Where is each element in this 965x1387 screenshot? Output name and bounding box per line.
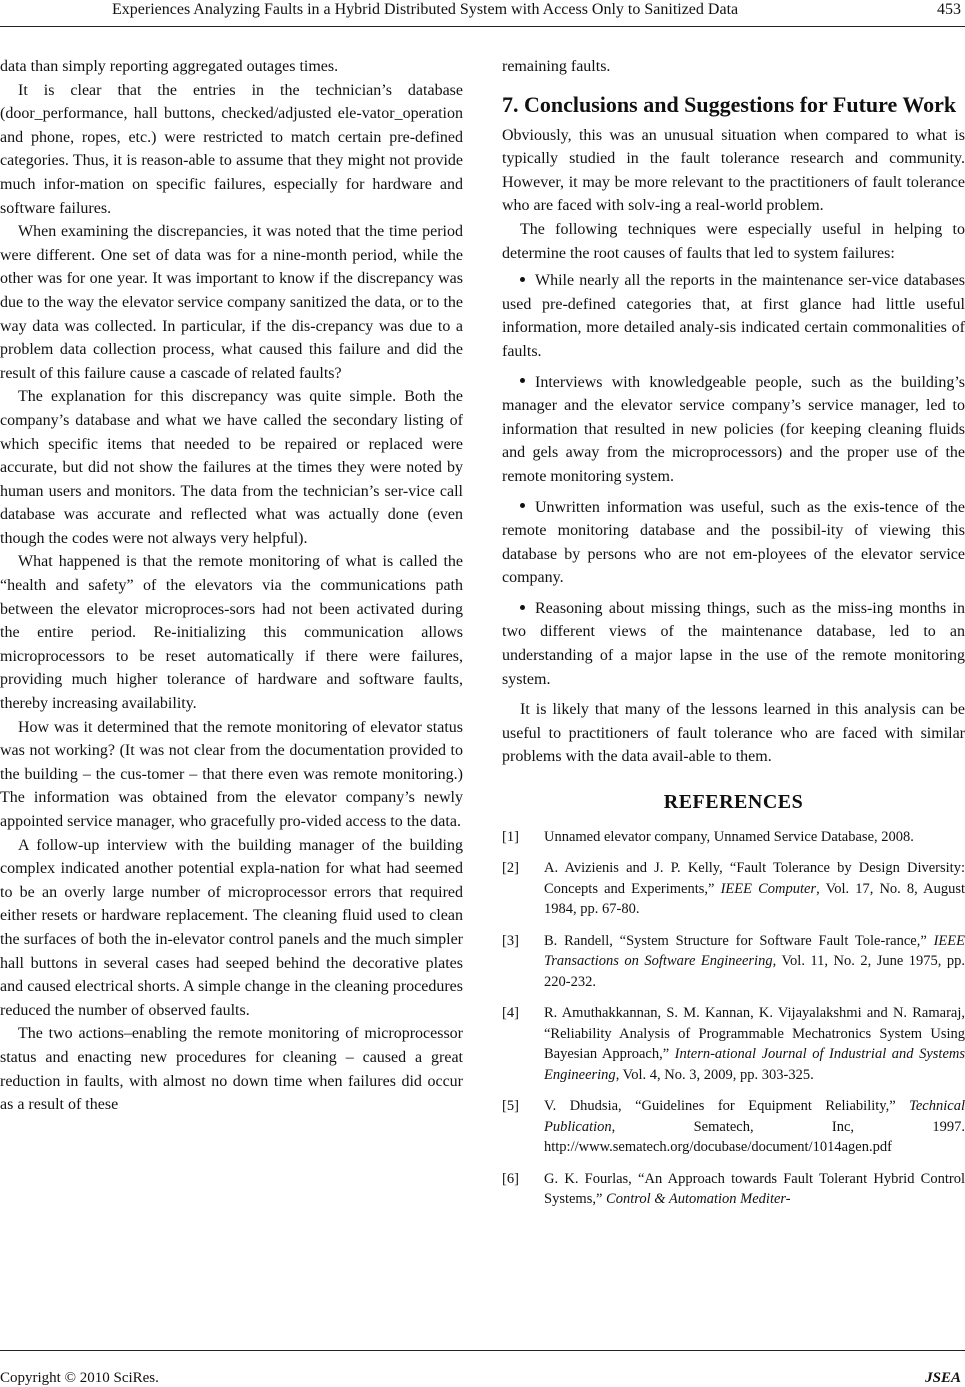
bullet-icon — [520, 605, 525, 610]
paragraph: data than simply reporting aggregated outages times. — [0, 58, 339, 75]
running-title: Experiences Analyzing Faults in a Hybrid Distributed System with Access Only to Sanitized Data — [112, 1, 739, 18]
reference-tail: , Vol. 17, No. 8, August 1984, pp. 67-80. — [544, 880, 965, 918]
reference-text: Unnamed elevator company, Unnamed Service Database, 2008. — [544, 828, 914, 845]
page-footer — [0, 1350, 965, 1386]
paragraph: It is clear that the entries in the technician’s database (door_performance, hall buttons, checked/adjusted ele-vator_operation and phone, ropes, etc.) were restricted to match certain pre-defined categories. Thus, it is reason-able to assume that they might not provide much infor-mation on specific failures, especially for hardware and software failures. — [0, 81, 463, 217]
paragraph: The two actions–enabling the remote monitoring of microprocessor status and enacting new procedures for cleaning – caused a great reduction in faults, with almost no down time when failures did occur as a result of these — [0, 1025, 463, 1114]
paragraph: It is likely that many of the lessons learned in this analysis can be useful to practitioners of fault tolerance who are faced with similar problems with the data avail-able to them. — [502, 701, 965, 766]
reference-tail: , Sematech, Inc, 1997. http://www.sematech.org/docubase/document/1014agen.pdf — [544, 1118, 965, 1156]
references-list — [502, 827, 965, 1210]
references-heading: REFERENCES — [663, 791, 804, 814]
reference-tail: , Vol. 11, No. 2, June 1975, pp. 220-232. — [544, 953, 965, 990]
journal-abbreviation: JSEA — [925, 1370, 961, 1386]
page-header — [0, 0, 965, 30]
bullet-icon — [520, 277, 525, 282]
copyright-notice: Copyright © 2010 SciRes. — [0, 1370, 159, 1386]
header-divider — [0, 26, 965, 27]
reference-number: [5] — [502, 1098, 519, 1115]
reference-text: G. K. Fourlas, “An Approach towards Fault Tolerant Hybrid Control Systems,” — [544, 1170, 965, 1208]
reference-venue: Technical Publication — [544, 1098, 965, 1135]
reference-text: R. Amuthakkannan, S. M. Kannan, K. Vijayalakshmi and N. Ramaraj, “Reliability Analysis of Programmable Mechatronics System Using Bayesian Approach,” — [544, 1005, 965, 1063]
bullet-icon — [520, 503, 525, 508]
paragraph: The following techniques were especially useful in helping to determine the root causes of faults that led to system failures: — [502, 220, 965, 262]
list-item — [502, 597, 965, 691]
paragraph: What happened is that the remote monitoring of what is called the “health and safety” of the elevators via the communications path between the elevator microproces-sors had not been activated during the entire period. Re-initializing this communication allows microprocessors to be reset automatically if there were failures, providing much higher tolerance of hardware and software faults, thereby increasing availability. — [0, 553, 463, 713]
reference-tail: , Vol. 4, No. 3, 2009, pp. 303-325. — [615, 1066, 814, 1083]
reference-item — [502, 1169, 965, 1210]
paragraph: When examining the discrepancies, it was noted that the time period were different. One set of data was for a nine-month period, while the other was for one year. It was important to know if the discrepancy was due to the way the elevator service company sanitized the data, or to the way data was collected. In particular, if the dis-crepancy was due to a problem data collection process, what caused this failure and did the result of this failure cause a cascade of related faults? — [0, 223, 463, 382]
reference-number: [3] — [502, 932, 519, 949]
reference-item — [502, 1096, 965, 1158]
page-number: 453 — [937, 1, 961, 18]
section-heading: 7. Conclusions and Suggestions for Future Work — [502, 91, 957, 117]
list-item-text: Interviews with knowledgeable people, such as the building’s manager and the elevator service company’s service manager, led to information that resulted in new policies (for keeping cleaning fluids and gels away from the microprocessors) and the proper use of the remote monitoring system. — [502, 373, 965, 485]
paragraph: A follow-up interview with the building manager of the building complex indicated another potential expla-nation for what had seemed to be an overly large number of microprocessor errors that required either resets or hardware replacement. The cleaning fluid used to clean the surfaces of both the in-elevator control panels and the much simpler hall buttons in several cases had seeped behind the decorative plates and caused electrical shorts. A simple change in the cleaning procedures reduced the number of observed faults. — [0, 836, 463, 1019]
footer-divider — [0, 1350, 965, 1351]
reference-item — [502, 827, 965, 848]
right-column — [502, 55, 965, 1221]
reference-number: [6] — [502, 1170, 519, 1187]
bullet-icon — [520, 378, 525, 383]
list-item — [502, 371, 965, 489]
list-item — [502, 496, 965, 590]
list-item-text: Reasoning about missing things, such as the miss-ing months in two different views of the maintenance database, led to an understanding of a major lapse in the use of the remote monitoring system. — [502, 599, 965, 688]
reference-text: A. Avizienis and J. P. Kelly, “Fault Tolerance by Design Diversity: Concepts and Experiments,” — [544, 860, 965, 897]
reference-venue: Control & Automation Mediter- — [606, 1191, 791, 1208]
list-item — [502, 269, 965, 363]
reference-item — [502, 858, 965, 920]
paragraph: remaining faults. — [502, 58, 611, 75]
reference-venue: IEEE Computer — [720, 880, 817, 897]
reference-number: [4] — [502, 1005, 519, 1022]
list-item-text: While nearly all the reports in the maintenance ser-vice databases used pre-defined categories that, at first glance had little useful information, more detailed analy-sis indicated certain commonalities of faults. — [502, 272, 965, 360]
reference-number: [2] — [502, 860, 519, 877]
reference-venue: Intern-ational Journal of Industrial and Systems Engineering — [544, 1046, 965, 1083]
reference-number: [1] — [502, 828, 519, 845]
paragraph: How was it determined that the remote monitoring of elevator status was not working? (It was not clear from the documentation provided to the building – the cus-tomer – that there even was remote monitoring.) The information was obtained from the elevator company’s newly appointed service manager, who gracefully pro-vided access to the data. — [0, 718, 463, 830]
reference-text: B. Randell, “System Structure for Software Fault Tole-rance,” — [544, 932, 934, 949]
bullet-list — [502, 269, 965, 691]
left-column — [0, 55, 463, 1117]
reference-item — [502, 1003, 965, 1085]
reference-venue: IEEE Transactions on Software Engineering — [544, 932, 965, 970]
paragraph: Obviously, this was an unusual situation when compared to what is typically studied in the fault tolerance research and community. However, it may be more relevant to the practitioners of fault tolerance who are faced with solv-ing a real-world problem. — [502, 126, 965, 215]
reference-text: V. Dhudsia, “Guidelines for Equipment Reliability,” — [544, 1098, 910, 1115]
reference-item — [502, 931, 965, 993]
paragraph: The explanation for this discrepancy was quite simple. Both the company’s database and what we have called the secondary listing of which specific items that needed to be repaired or replaced were accurate, but did not show the failures at the times they were noted by human users and monitors. The data from the technician’s ser-vice call database was accurate and reflected what was actually done (even though the codes were not always very helpful). — [0, 388, 463, 547]
list-item-text: Unwritten information was useful, such as the exis-tence of the remote monitoring database and the possibil-ity of viewing this database by persons who are not em-ployees of the elevator service company. — [502, 498, 965, 587]
